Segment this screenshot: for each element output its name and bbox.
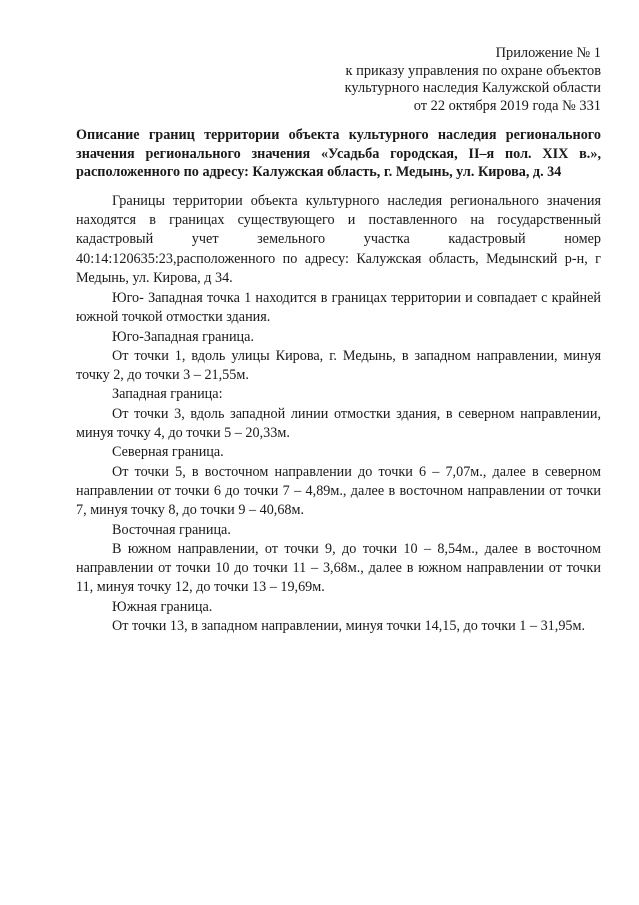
appendix-authority: культурного наследия Калужской области: [344, 80, 601, 97]
intro-paragraph: Границы территории объекта культурного наследия регионального значения находятся в границах существующего и поставленного на государственный кадастровый учет земельного участка кадастровый номер 40:14:120635:23,расположенного по адресу: Калужская область, Медынский р-н, г Медынь, ул. Кирова, д 34.: [76, 193, 601, 286]
west-border-text: От точки 3, вдоль западной линии отмостки здания, в северном направлении, минуя точку 4, до точки 5 – 20,33м.: [76, 405, 601, 442]
east-border-heading: Восточная граница.: [112, 521, 231, 538]
appendix-date: от 22 октября 2019 года № 331: [413, 97, 601, 114]
boundary-description: [76, 289, 601, 636]
appendix-header: [281, 45, 601, 115]
west-border-heading: Западная граница:: [112, 386, 223, 403]
north-border-heading: Северная граница.: [112, 444, 224, 461]
south-border-heading: Южная граница.: [112, 598, 213, 615]
east-border-text: В южном направлении, от точки 9, до точки 10 – 8,54м., далее в восточном направлении от точки 10 до точки 11 – 3,68м., далее в южном направлении от точки 11, минуя точку 12, до точки 13 – 19,69м.: [76, 540, 601, 596]
appendix-order-ref: к приказу управления по охране объектов: [345, 62, 601, 79]
southwest-border-text: От точки 1, вдоль улицы Кирова, г. Медынь, в западном направлении, минуя точку 2, до точки 3 – 21,55м.: [76, 347, 601, 384]
appendix-number: Приложение № 1: [495, 45, 601, 61]
southwest-point-paragraph: Юго- Западная точка 1 находится в границах территории и совпадает с крайней южной точкой отмостки здания.: [76, 290, 601, 326]
north-border-text: От точки 5, в восточном направлении до точки 6 – 7,07м., далее в северном направлении от точки 6 до точки 7 – 4,89м., далее в восточном направлении от точки 7, минуя точку 8, до точки 9 – 40,68м.: [76, 463, 601, 519]
intro-section: [76, 192, 601, 288]
southwest-border-heading: Юго-Западная граница.: [112, 328, 254, 345]
document-title: Описание границ территории объекта культурного наследия регионального значения регионального значения «Усадьба городская, II–я пол. XIX в.», расположенного по адресу: Калужская область, г. Медынь, ул. Кирова, д. 34: [76, 127, 601, 181]
south-border-text: От точки 13, в западном направлении, минуя точки 14,15, до точки 1 – 31,95м.: [112, 618, 586, 635]
